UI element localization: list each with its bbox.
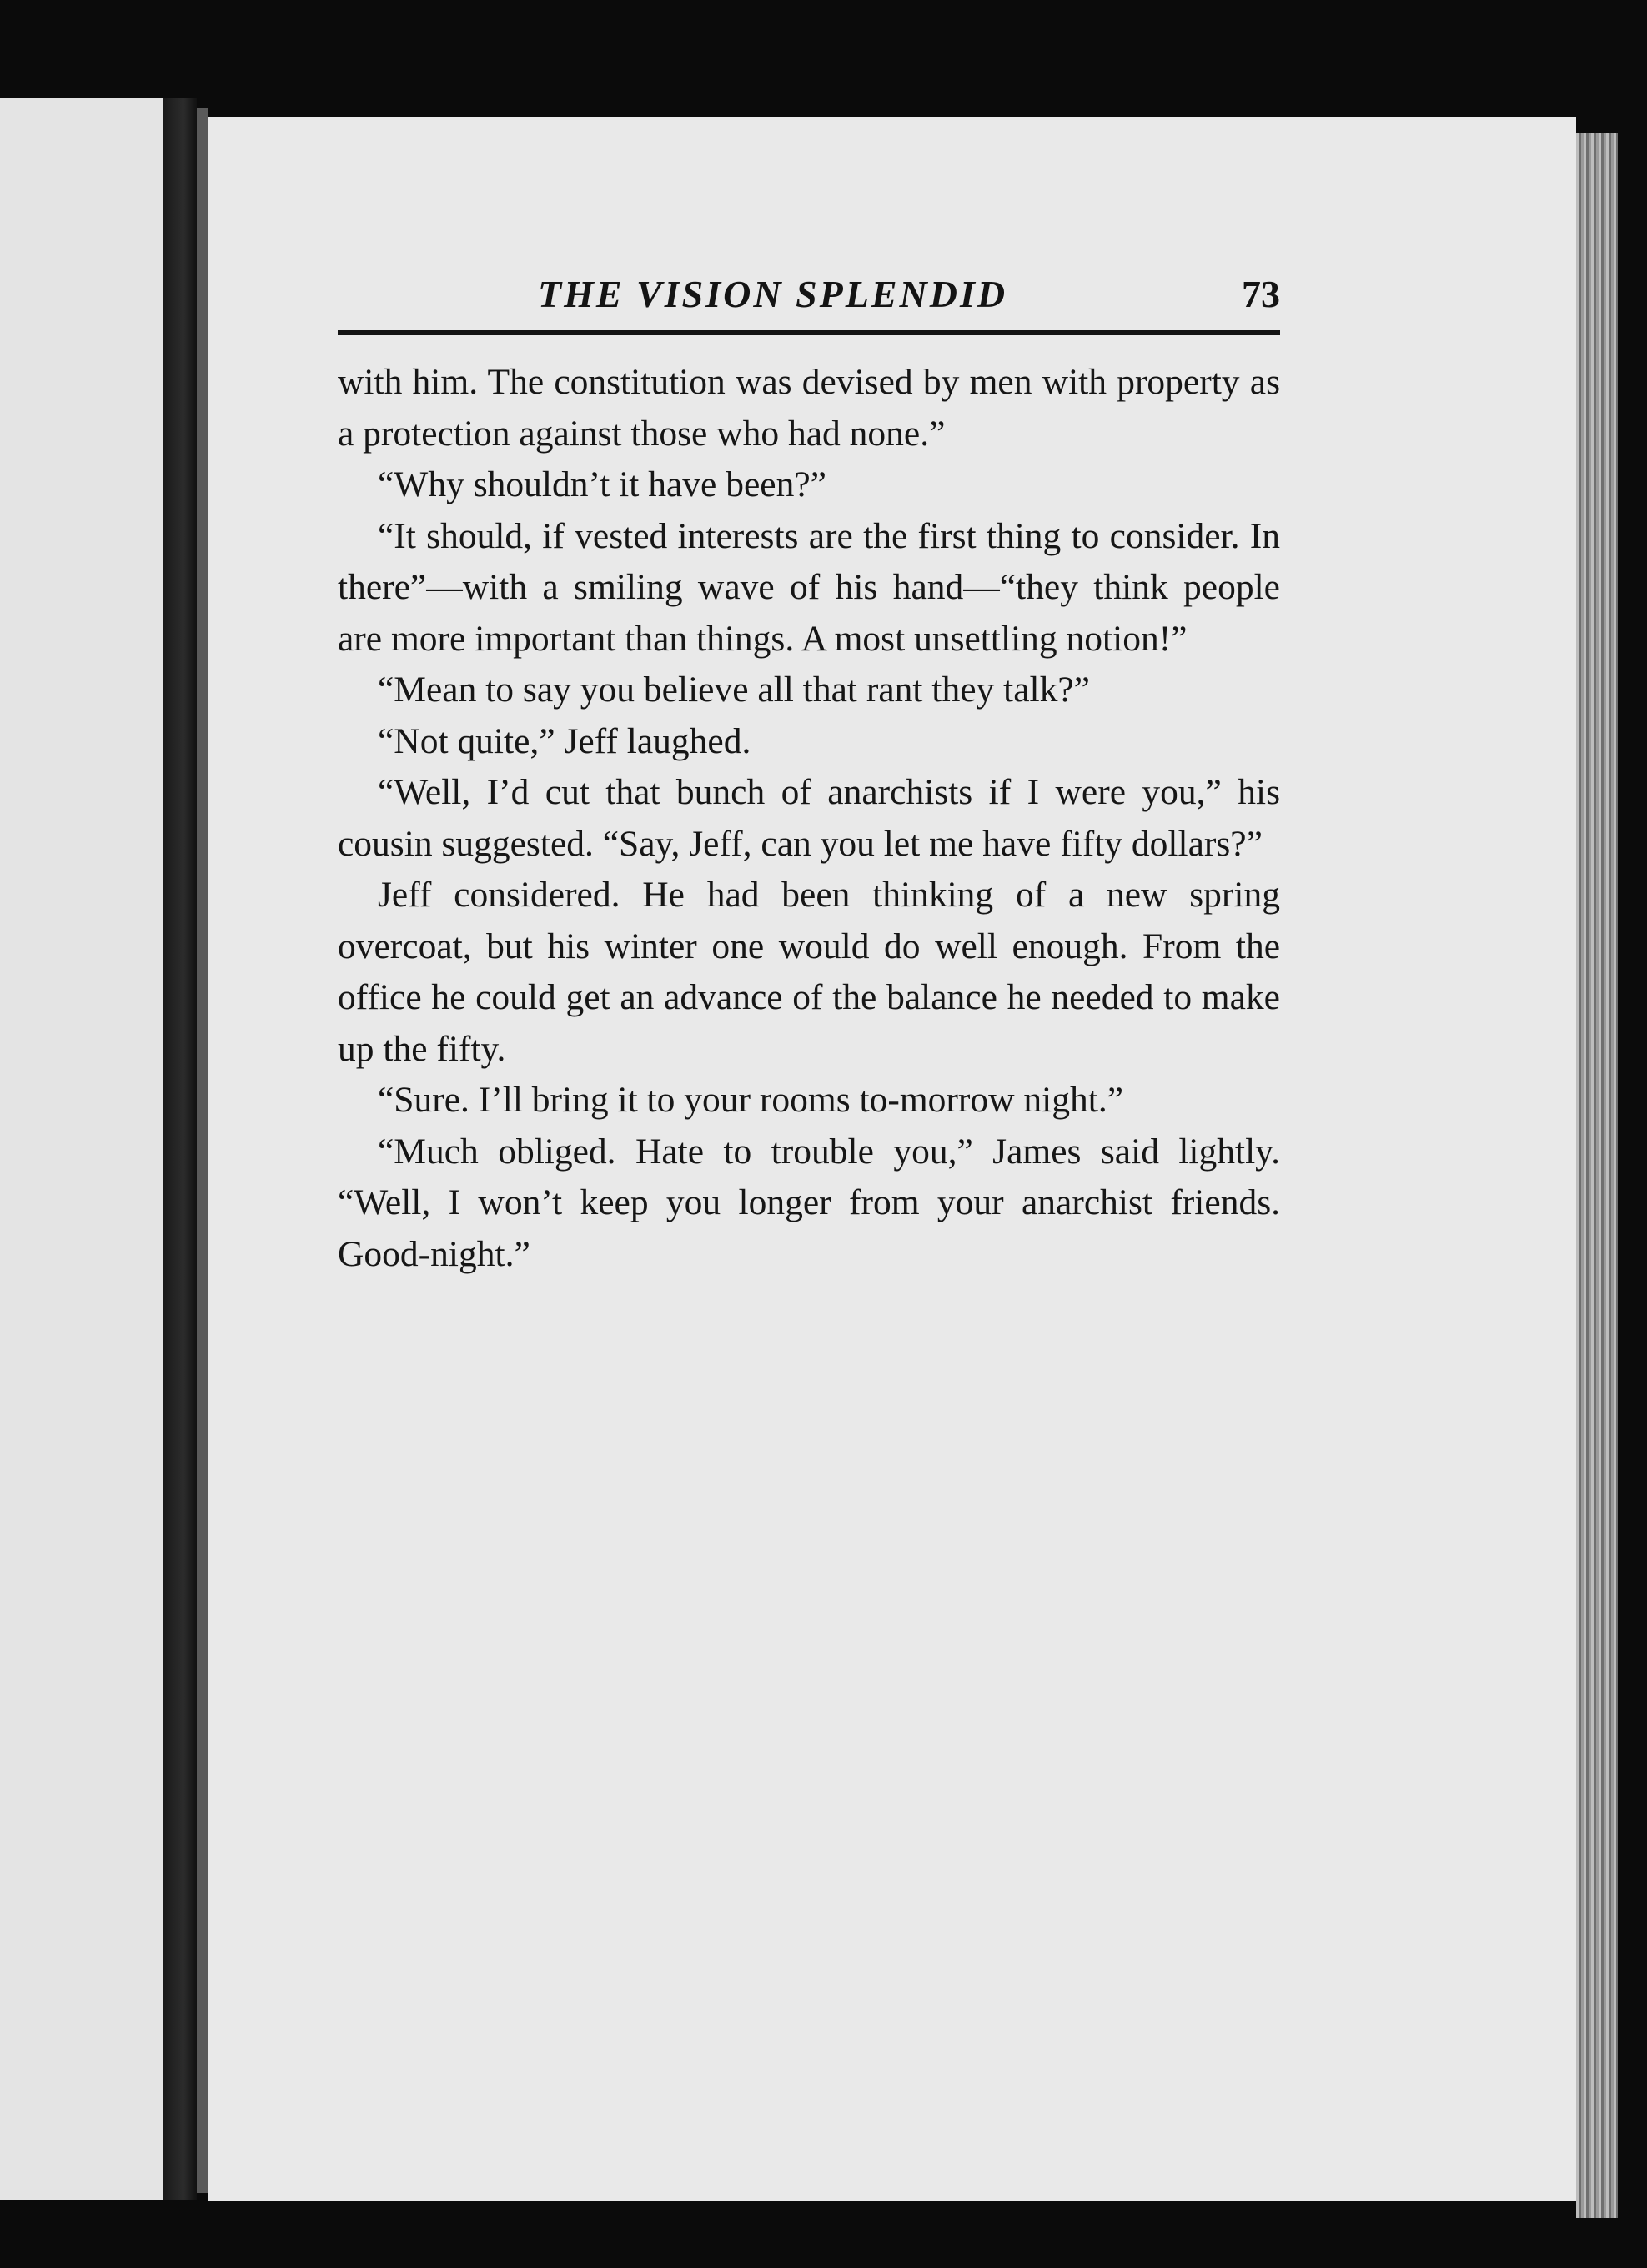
page-header bbox=[338, 272, 1280, 339]
left-page-edge bbox=[163, 98, 197, 2200]
book-gutter bbox=[197, 108, 208, 2193]
paragraph: “Sure. I’ll bring it to your rooms to-morrow night.” bbox=[378, 1080, 1124, 1120]
page-edges bbox=[1576, 133, 1618, 2218]
paragraph: “Not quite,” Jeff laughed. bbox=[378, 720, 751, 761]
left-page bbox=[0, 98, 167, 2200]
paragraph: “Mean to say you believe all that rant they talk?” bbox=[378, 670, 1090, 710]
page-number: 73 bbox=[1242, 273, 1280, 315]
header-rule bbox=[338, 330, 1280, 335]
body-text bbox=[338, 357, 1280, 1280]
running-title: THE VISION SPLENDID bbox=[538, 273, 1008, 315]
paragraph: “Why shouldn’t it have been?” bbox=[378, 464, 826, 504]
paragraph: with him. The constitution was devised by men with property as a protection against those who had none.” bbox=[338, 362, 1280, 454]
paragraph: “Much obliged. Hate to trouble you,” James said lightly. “Well, I won’t keep you longer from your anarchist friends. Good-night.” bbox=[338, 1131, 1280, 1274]
paragraph: “It should, if vested interests are the first thing to consider. In there”—with a smiling wave of his hand—“they think people are more important than things. A most unsettling notion!” bbox=[338, 515, 1280, 659]
paragraph: “Well, I’d cut that bunch of anarchists if I were you,” his cousin suggested. “Say, Jeff, can you let me have fifty dollars?” bbox=[338, 772, 1280, 864]
paragraph: Jeff considered. He had been thinking of a new spring overcoat, but his winter one would do well enough. From the office he could get an advance of the balance he needed to make up the fifty. bbox=[338, 875, 1280, 1069]
